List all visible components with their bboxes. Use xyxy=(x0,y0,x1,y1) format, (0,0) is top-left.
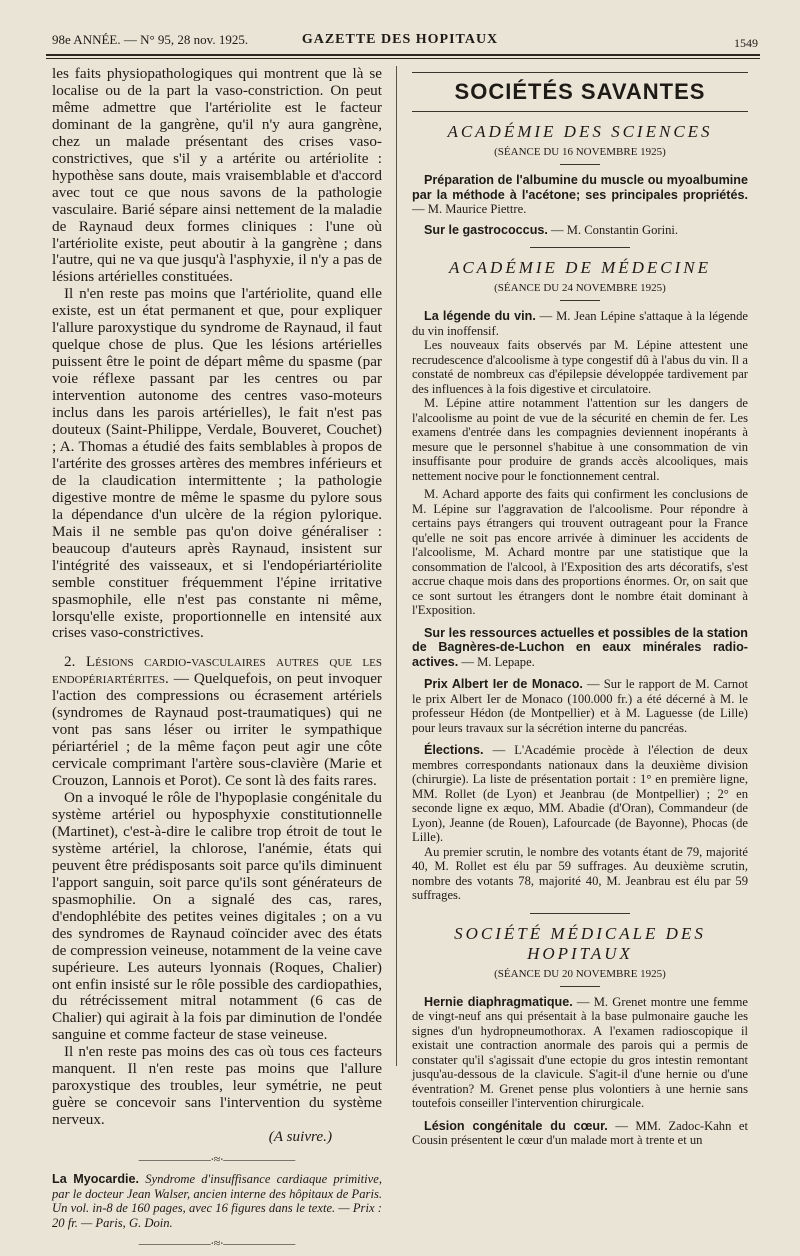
section-rule xyxy=(530,247,630,248)
short-rule xyxy=(560,986,600,987)
paragraph: les faits physiopathologiques qui montrent que là se localise ou de la part la vaso-constriction. On peut même admettre que l'artériolite est le facteur dominant de la gangrène, qu'il n'y aura gangrène, chez un malade présentant des crises vaso-constrictives, que s'il y a artérite ou artériolite : hypothèse sans doute, mais vraisemblable et d'accord avec tout ce que nous savons de la pathologie vasculaire. Barié sépare ainsi nettement de la maladie de Raynaud deux formes cliniques : l'une où l'artériolite existe, peut aboutir à la gangrène ; dans l'autre, qui ne va que jusqu'à l'asphyxie, il n'y a pas de lésions artérielles constituées. xyxy=(52,65,382,286)
communication: Élections. — L'Académie procède à l'élection de deux membres correspondants nationaux dans la deuxième division (chirurgie). La liste de présentation portait : 1° en première ligne, MM. Rollet (de Lyon) et Jeanbrau (de Montpellier) ; 2° en seconde ligne ex æquo, MM. Abadie (d'Oran), Commandeur (de Lyon), Jeanne (de Rouen), Lafourcade (de Bayonne), Phocas (de Lille). xyxy=(412,743,748,844)
left-column xyxy=(52,66,382,1256)
communication: Sur les ressources actuelles et possibles de la station de Bagnères-de-Luchon en eaux minérales radio-actives. — M. Lepape. xyxy=(412,625,748,669)
communication: Préparation de l'albumine du muscle ou myoalbumine par la méthode à l'acétone; ses principales propriétés. — M. Maurice Piettre. xyxy=(412,173,748,216)
section-rule xyxy=(412,111,748,112)
paragraph: M. Lépine attire notamment l'attention sur les dangers de l'alcoolisme au point de vue de la sécurité en chemin de fer. Les examens d'entrée dans les compagnies deviennent inopérants à mesure que le personnel s'habitue à une consommation de vin insuffisante pour produire de grands accès alcooliques, mais nettement nocive pour le fonctionnement central. xyxy=(412,396,748,483)
column-divider xyxy=(396,66,397,1066)
section-rule xyxy=(412,72,748,73)
ornament-divider: ——————∙≈∙—————— xyxy=(138,1236,296,1251)
paragraph: On a invoqué le rôle de l'hypoplasie congénitale du système artériel ou hyposphyxie constitutionnelle (Martinet), c'est-à-dire le calibre trop étroit de tout le système artériel, la chlorose, l'anémie, états qui peuvent être prédisposants soit parce qu'ils diminuent l'apport sanguin, soit parce qu'ils sont générateurs de spasmophilie. On a signalé des cas, rares, d'endophlébite des petites veines digitales ; on a vu des syndromes de Raynaud coïncider avec des états de compression veineuse, notamment de la veine cave supérieure. Les auteurs lyonnais (Roques, Chalier) ont enfin insisté sur le rôle possible des cardiopathies, du rétrécissement mitral notamment (6 cas de Chalier) qui agirait à la fois par diminution de l'ondée sanguine et comme facteur de stase veineuse. xyxy=(52,789,382,1044)
session-date: (SÉANCE DU 16 NOVEMBRE 1925) xyxy=(494,146,666,158)
session-date: (SÉANCE DU 24 NOVEMBRE 1925) xyxy=(494,282,666,294)
society-title: SOCIÉTÉ MÉDICALE DES HOPITAUX xyxy=(454,923,706,963)
academy-title: ACADÉMIE DE MÉDECINE xyxy=(448,258,712,277)
academy-title: ACADÉMIE DES SCIENCES xyxy=(447,122,713,141)
issue-info: 98e ANNÉE. — N° 95, 28 nov. 1925. xyxy=(52,32,249,47)
journal-title: GAZETTE DES HOPITAUX xyxy=(301,32,499,47)
paragraph: M. Achard apporte des faits qui confirment les conclusions de M. Lépine sur l'aggravation de l'alcoolisme. Pour répondre à certains pays étrangers qui trouvent outrageant pour la France qu'elle ne soit pas encore arrivée à diminuer les accidents de l'alcoolisme, M. Achard montre par une statistique que la consommation de l'alcool, à l'Exposition des arts décoratifs, s'est accrue chaque mois dans des proportions énormes. Or, on sait que ce sont surtout les étrangers dont le nombre était dominant à l'Exposition. xyxy=(412,487,748,617)
short-rule xyxy=(560,164,600,165)
page-header xyxy=(0,0,800,58)
communication: La légende du vin. — M. Jean Lépine s'attaque à la légende du vin inoffensif. xyxy=(412,309,748,338)
header-rule-thin xyxy=(46,58,760,59)
section-rule xyxy=(530,913,630,914)
communication: Prix Albert Ier de Monaco. — Sur le rapport de M. Carnot le prix Albert Ier de Monaco (100.000 fr.) a été décerné à M. le professeur Hédon (de Montpellier) et à M. Laguesse (de Lille) pour leurs travaux sur la sécrétion interne du pancréas. xyxy=(412,677,748,735)
to-be-continued: (A suivre.) xyxy=(268,1128,332,1146)
header-rule xyxy=(46,54,760,56)
paragraph: 2. Lésions cardio-vasculaires autres que les endopériartérites. — Quelquefois, on peut invoquer l'action des compressions ou écrasement artériels (syndromes de Raynaud post-traumatiques) qui ne vont pas sans léser ou irriter le sympathique périartériel ; de la même façon peut agir une côte cervicale comprimant l'artère sous-clavière (Marie et Crouzon, Lannois et Porot). Ce sont là des faits rares. xyxy=(52,653,382,790)
short-rule xyxy=(560,300,600,301)
session-date: (SÉANCE DU 20 NOVEMBRE 1925) xyxy=(494,967,666,980)
paragraph: Il n'en reste pas moins que l'artériolite, quand elle existe, est un état permanent et que, pour expliquer l'allure paroxystique du syndrome de Raynaud, il faut quelque chose de plus. Que les lésions artérielles puissent être le point de départ même du spasme (par voie réflexe passant par les centres ou par intervention autonome des centres vaso-moteurs inclus dans les parois artérielles), le fait n'est pas douteux (Saint-Philippe, Verdale, Bouveret, Couchet) ; A. Thomas a étudié des faits semblables à propos de l'artérite des grosses artères des membres inférieurs et de la claudication intermittente ; la pathologie digestive montre de même le spasme du pylore sous la dépendance d'un ulcère de la région pylorique. Mais il ne semble pas qu'on doive généraliser : beaucoup d'auteurs après Raynaud, insistent sur l'intégrité des vaisseaux, et si l'endopériartériolite semble constituer fréquemment l'épine irritative spasmophile, elle n'est pas constante ni même, lorsqu'elle existe, proportionnelle en intensité aux crises vaso-constrictives. xyxy=(52,285,382,642)
paragraph: Les nouveaux faits observés par M. Lépine attestent une recrudescence d'alcoolisme à type congestif dû à l'abus du vin. Il a constaté de nombreux cas d'épilepsie développée tardivement par des influences à la fois digestive et circulatoire. xyxy=(412,338,748,396)
section-title: SOCIÉTÉS SAVANTES xyxy=(454,79,706,104)
book-title: La Myocardie. xyxy=(52,1172,140,1187)
paragraph: Il n'en reste pas moins des cas où tous ces facteurs manquent. Il n'en reste pas moins que l'allure paroxystique des troubles, leur symétrie, ne peut guère se concevoir sans l'intervention du système nerveux. xyxy=(52,1043,382,1129)
right-column xyxy=(412,66,748,1148)
book-notice: La Myocardie. Syndrome d'insuffisance cardiaque primitive, par le docteur Jean Walser, ancien interne des hôpitaux de Paris. Un vol. in-8 de 160 pages, avec 16 figures dans le texte. — Prix : 20 fr. — Paris, G. Doin. xyxy=(52,1172,382,1230)
section-heading: 2. Lésions cardio-vasculaires autres que les endopériartérites. xyxy=(52,653,382,688)
ornament-divider: ——————∙≈∙—————— xyxy=(138,1152,296,1167)
communication: Hernie diaphragmatique. — M. Grenet montre une femme de vingt-neuf ans qui présentait à la base pulmonaire gauche les signes d'un hydropneumothorax. A l'examen radioscopique il existait une contraction anormale des parois qui a permis de constater qu'il s'agissait d'une ectopie du gros intestin remontant jusqu'au-dessous de la clavicule. S'agit-il d'une hernie ou d'une éventration? M. Grenet pense plus volontiers à une hernie sans toutefois conseiller l'intervention chirurgicale. xyxy=(412,994,748,1110)
communication: Lésion congénitale du cœur. — MM. Zadoc-Kahn et Cousin présentent le cœur d'un malade mort à trente et un xyxy=(412,1118,748,1147)
communication: Sur le gastrococcus. — M. Constantin Gorini. xyxy=(424,222,679,237)
page-number: 1549 xyxy=(734,36,758,50)
paragraph: Au premier scrutin, le nombre des votants étant de 79, majorité 40, M. Rollet est élu par 59 suffrages. Au deuxième scrutin, nombre des votants 78, majorité 40, M. Jeanbrau est élu par 59 suffrages. xyxy=(412,844,748,902)
